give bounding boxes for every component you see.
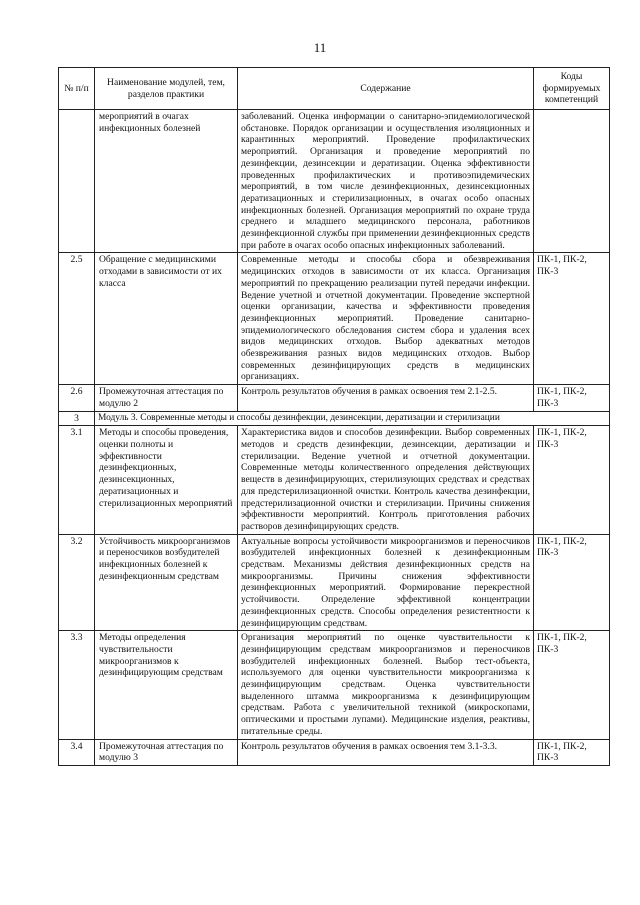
row-content: Современные методы и способы сбора и обезвреживания медицинских отходов в зависимости от их класса. Организация мероприятий по прекращению реализации путей передачи инфекции. Ведение учетной и отчетной документации. Проведение экспертной оценки организации, качества и эффективности проведения дезинфекционных мероприятий. Проведение санитарно-эпидемиологического обследования систем сбора и удаления всех видов медицинских отходов. Выбор адекватных методов обезвреживания разных видов медицинских отходов. Выбор современных дезинфицирующих средств в медицинских организациях. xyxy=(238,253,534,385)
page-number: 11 xyxy=(313,40,327,55)
row-name: мероприятий в очагах инфекционных болезней xyxy=(95,110,238,253)
row-codes: ПК-1, ПК-2, ПК-3 xyxy=(534,739,610,765)
row-num: 2.5 xyxy=(59,253,95,385)
row-name: Устойчивость микроорганизмов и переносчиков возбудителей инфекционных болезней к дезинфекционным средствам xyxy=(95,534,238,631)
row-codes: ПК-1, ПК-2, ПК-3 xyxy=(534,426,610,534)
table-row xyxy=(59,385,610,411)
row-codes: ПК-1, ПК-2, ПК-3 xyxy=(534,631,610,739)
row-num xyxy=(59,110,95,253)
table-row xyxy=(59,631,610,739)
row-name: Промежуточная аттестация по модулю 3 xyxy=(95,739,238,765)
row-num: 3.2 xyxy=(59,534,95,631)
row-content: Характеристика видов и способов дезинфекции. Выбор современных методов и средств дезинфекции, дезинсекции, дератизации и стерилизации. Ведение учетной и отчетной документации. Современные методы количественного определения действующих веществ в дезинфицирующих, стерилизующих средствах и средствах для предстерилизационной очистки. Контроль качества дезинфекции, предстерилизационной очистки и стерилизации. Причины снижения эффективности мероприятий. Контроль приготовления рабочих растворов дезинфицирующих средств. xyxy=(238,426,534,534)
header-num: № п/п xyxy=(59,68,95,110)
row-content: Организация мероприятий по оценке чувствительности к дезинфицирующим средствам микроорганизмов и переносчиков возбудителей инфекционных болезней. Выбор тест-объекта, используемого для оценки чувствительности микроорганизма к дезинфицирующим средствам. Оценка чувствительности выделенного штамма микроорганизма к дезинфицирующим средствам. Работа с увеличительной техникой (микроскопами, оптическими и простыми лупами). Медицинские изделия, реактивы, питательные среды. xyxy=(238,631,534,739)
module-title: Модуль 3. Современные методы и способы дезинфекции, дезинсекции, дератизации и стерилизации xyxy=(95,411,610,426)
row-num: 3.1 xyxy=(59,426,95,534)
program-table xyxy=(58,67,610,766)
table-row xyxy=(59,253,610,385)
row-num: 2.6 xyxy=(59,385,95,411)
table-row xyxy=(59,739,610,765)
row-name: Методы и способы проведения, оценки полноты и эффективности дезинфекционных, дезинсекционных, дератизационных и стерилизационных мероприятий xyxy=(95,426,238,534)
table-row xyxy=(59,110,610,253)
row-content: Контроль результатов обучения в рамках освоения тем 2.1-2.5. xyxy=(238,385,534,411)
row-content: заболеваний. Оценка информации о санитарно-эпидемиологической обстановке. Порядок организации и осуществления изоляционных и карантинных мероприятий. Проведение профилактических мероприятий. Организация и проведение мероприятий по дезинфекции, дезинсекции и дератизации. Оценка эффективности проведенных профилактических и противоэпидемических мероприятий, в том числе дезинфекционных, дезинсекционных дератизационных и стерилизационных, в очагах особо опасных инфекционных болезней. Организация мероприятий по охране труда среднего и младшего медицинского персонала, работников дезинфекционной службы при применении дезинфекционных средств при работе в очагах особо опасных инфекционных заболеваний. xyxy=(238,110,534,253)
table-row xyxy=(59,426,610,534)
row-name: Обращение с медицинскими отходами в зависимости от их класса xyxy=(95,253,238,385)
row-name: Промежуточная аттестация по модулю 2 xyxy=(95,385,238,411)
header-name: Наименование модулей, тем, разделов практики xyxy=(95,68,238,110)
row-content: Контроль результатов обучения в рамках освоения тем 3.1-3.3. xyxy=(238,739,534,765)
header-codes: Коды формируемых компетенций xyxy=(534,68,610,110)
row-codes xyxy=(534,110,610,253)
row-num: 3.3 xyxy=(59,631,95,739)
row-codes: ПК-1, ПК-2, ПК-3 xyxy=(534,253,610,385)
row-codes: ПК-1, ПК-2, ПК-3 xyxy=(534,385,610,411)
header-content: Содержание xyxy=(238,68,534,110)
module-header-row xyxy=(59,411,610,426)
table-header-row xyxy=(59,68,610,110)
row-codes: ПК-1, ПК-2, ПК-3 xyxy=(534,534,610,631)
row-name: Методы определения чувствительности микроорганизмов к дезинфицирующим средствам xyxy=(95,631,238,739)
row-num: 3.4 xyxy=(59,739,95,765)
module-num: 3 xyxy=(59,411,95,426)
row-content: Актуальные вопросы устойчивости микроорганизмов и переносчиков возбудителей инфекционных болезней к дезинфекционным средствам. Механизмы действия дезинфекционных средств на микроорганизмы. Причины снижения эффективности дезинфекционных мероприятий. Формирование перекрестной устойчивости. Определение эффективной концентрации дезинфекционных средств. Способы определения резистентности к дезинфицирующим средствам. xyxy=(238,534,534,631)
table-row xyxy=(59,534,610,631)
